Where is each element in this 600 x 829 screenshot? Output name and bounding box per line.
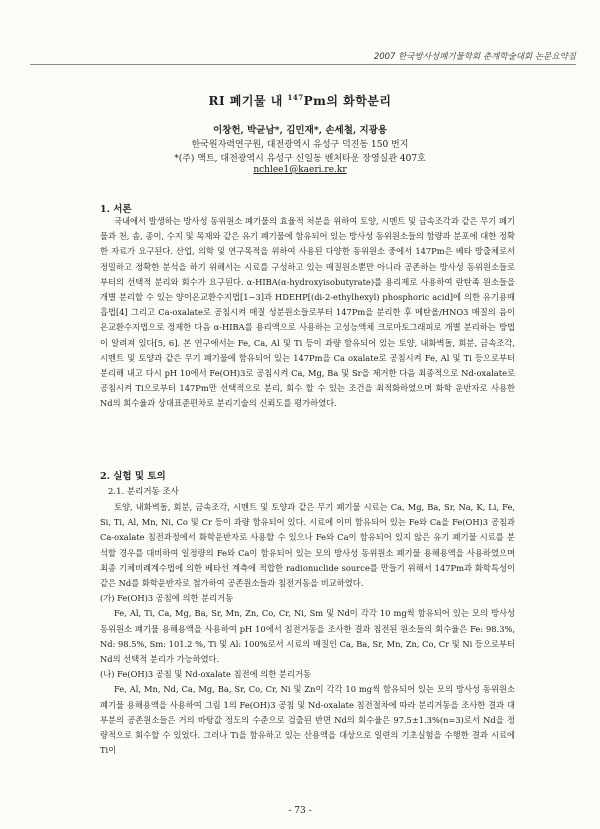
section-heading-experiment: 2. 실험 및 토의 [100, 471, 166, 482]
subsection-heading: 2.1. 분리거동 조사 [108, 487, 179, 497]
item-label-a: (가) Fe(OH)3 공침에 의한 분리거동 [100, 593, 234, 604]
introduction-body [100, 214, 515, 412]
experiment-paragraph: 토양, 내화벽돌, 회분, 금속조각, 시멘트 및 토양과 같은 무기 폐기물 시료는 Ca, Mg, Ba, Sr, Na, K, Li, Fe, Si, Ti, Al, Mn, Ni, Co 및 Cr 등이 과량 함유되어 있다. 시료에 이미 함유되어 있는 Fe와 Ca을 Fe(OH)3 공침과 Ca-oxalate 침전과정에서 화학운반자로 사용할 수 있으나 Fe와 Ca이 함유되어 있지 않은 유기 폐기물 시료를 분석할 경우를 대비하여 일정량의 Fe와 Ca이 함유되어 있는 모의 방사성 동위원소 폐기물 용해용액을 사용하였으며 최종 기체비례계수법에 의한 베타선 계측에 적합한 radionuclide source를 만들기 위해서 147Pm과 화학특성이 같은 Nd를 화학운반자로 첨가하여 공존원소들과 침전거동을 비교하였다. [100, 502, 515, 589]
email-link[interactable]: nchlee1@kaeri.re.kr [253, 165, 347, 175]
running-header: 2007 한국방사성폐기물학회 춘계학술대회 논문요약집 [373, 52, 576, 62]
header-rule [30, 64, 576, 65]
affiliation-2: *(주) 액트, 대전광역시 유성구 신일동 벤처타운 장영실관 407호 [174, 154, 426, 164]
section-heading-introduction: 1. 서론 [100, 204, 132, 215]
experiment-body [100, 500, 515, 758]
page-number: - 73 - [288, 806, 312, 816]
item-text-a: Fe, Al, Ti, Ca, Mg, Ba, Sr, Mn, Zn, Co, Cr, Ni, Sm 및 Nd이 각각 10 mg씩 함유되어 있는 모의 방사성 동위원소 폐기물 용해용액을 사용하여 pH 10에서 침전거동을 조사한 결과 침전된 원소들의 회수율은 Fe: 98.3%, Nd: 98.5%, Sm: 101.2 %, Ti 및 Al: 100%로서 시료의 매질인 Ca, Ba, Sr, Mn, Zn, Co, Cr 및 Ni 등으로부터 Nd의 선택적 분리가 가능하였다. [100, 608, 515, 665]
introduction-paragraph: 국내에서 발생하는 방사성 동위원소 폐기물의 효율적 처분을 위하여 토양, 시멘트 및 금속조각과 같은 무기 폐기물과 천, 솜, 종이, 수지 및 목재와 같은 유기 폐기물에 함유되어 있는 방사성 동위원소들의 함량과 분포에 대한 정확한 자료가 요구된다. 산업, 의학 및 연구목적을 위하여 사용된 다양한 동위원소 중에서 147Pm은 베타 방출체로서 정밀하고 정확한 분석을 하기 위해서는 시료를 구성하고 있는 매질원소뿐만 아니라 공존하는 방사성 동위원소들로부터의 선택적 분리와 회수가 요구된다. α-HIBA(α-hydroxyisobutyrate)를 용리제로 사용하여 란탄족 원소들을 개별 분리할 수 있는 양이온교환수지법[1~3]과 HDEHP[(di-2-ethylhexyl) phosphoric acid]에 의한 유기용매흡법[4] 그리고 Ca-oxalate로 공침시켜 매질 성분원소들로부터 147Pm을 분리한 후 메탄올/HNO3 매질의 음이온교환수지법으로 정제한 다음 α-HIBA를 용리액으로 사용하는 고성능액체 크로마토그래피로 개별 분리하는 방법이 알려져 있다[5, 6]. 본 연구에서는 Fe, Ca, Al 및 Ti 등이 과량 함유되어 있는 토양, 내화벽돌, 회분, 금속조각, 시멘트 및 토양과 같은 무기 폐기물에 함유되어 있는 147Pm을 Ca oxalate로 공침시켜 Fe, Al 및 Ti 등으로부터 분리해 내고 다시 pH 10에서 Fe(OH)3로 공침시켜 Ca, Mg, Ba 및 Sr을 제거한 다음 최종적으로 Nd-oxalate로 공침시켜 Ti으로부터 147Pm만 선택적으로 분리, 회수 할 수 있는 조건을 최적화하였으며 화학 운반자로 사용한 Nd의 회수율과 상대표준편차로 분리기술의 신뢰도를 평가하였다. [100, 216, 515, 409]
authors: 이창헌, 박균남*, 김민재*, 손세철, 지광용 [212, 125, 388, 136]
item-label-b: (나) Fe(OH)3 공침 및 Nd-oxalate 침전에 의한 분리거동 [100, 669, 311, 680]
item-text-b: Fe, Al, Mn, Nd, Ca, Mg, Ba, Sr, Co, Cr, Ni 및 Zn이 각각 10 mg씩 함유되어 있는 모의 방사성 동위원소 폐기물 용해용액을 사용하여 그림 1의 Fe(OH)3 공침 및 Nd-oxalate 침전절차에 따라 분리거동을 조사한 결과 대부분의 공존원소들은 거의 바탕값 정도의 수준으로 검출된 반면 Nd의 회수율은 97.5±1.3%(n=3)로서 Nd을 정량적으로 회수할 수 있었다. 그러나 Ti을 함유하고 있는 산용액을 대상으로 일련의 기초실험을 수행한 결과 시료에 Ti이 [100, 684, 515, 756]
paper-title: RI 폐기물 내 $^{147}$Pm의 화학분리 [208, 93, 392, 108]
affiliation-1: 한국원자력연구원, 대전광역시 유성구 덕진동 150 번지 [191, 140, 409, 150]
